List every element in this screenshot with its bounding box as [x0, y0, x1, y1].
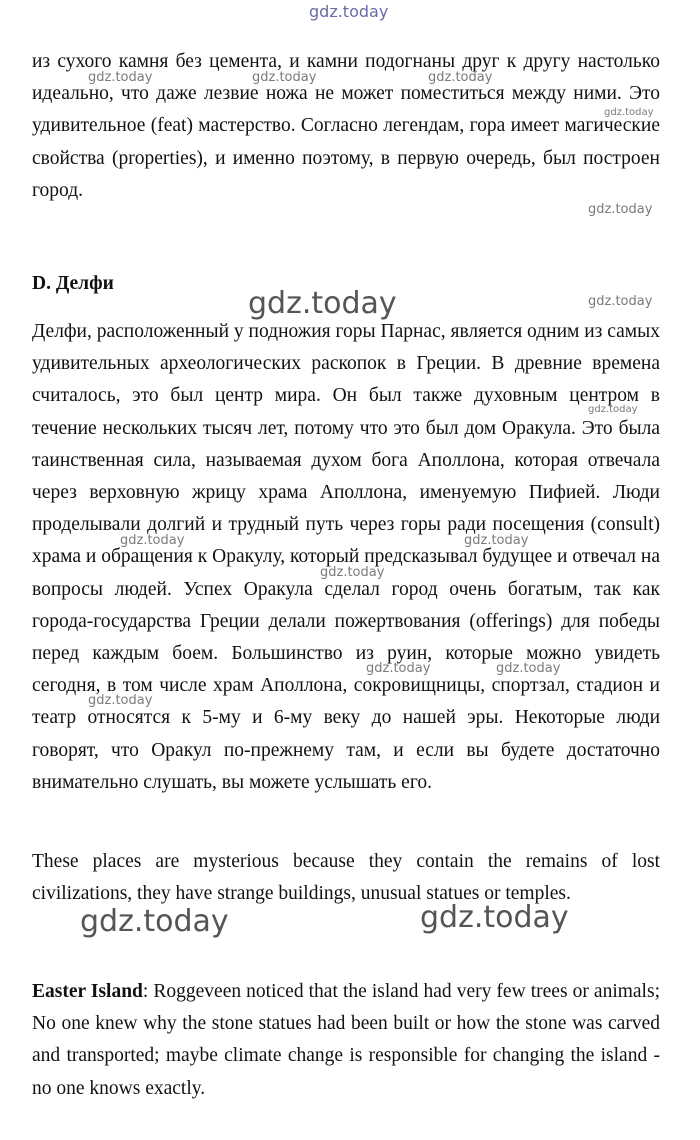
mysterious-places-paragraph: These places are mysterious because they contain the remains of lost civilizations, they have strange buildings, unusual statues or temples.	[32, 851, 660, 905]
watermark: gdz.today	[88, 693, 153, 708]
watermark: gdz.today	[588, 294, 653, 309]
watermark-large: gdz.today	[248, 286, 397, 321]
easter-island-text: : Roggeveen noticed that the island had very few trees or animals; No one knew why the stone statues had been built or how the stone was carved and transported; maybe climate change is responsible for changing the island - no one knows exactly.	[32, 981, 660, 1099]
watermark-large: gdz.today	[420, 900, 569, 935]
watermark: gdz.today	[588, 202, 653, 217]
easter-island-label: Easter Island	[32, 981, 143, 1002]
section-body-delphi: Делфи, расположенный у подножия горы Парнас, является одним из самых удивительных археологических раскопок в Греции. В древние времена считалось, это был центр мира. Он был также духовным центром в течение нескольких тысяч лет, потому что это был дом Оракула. Это была таинственная сила, называемая духом бога Аполлона, которая отвечала через верховную жрицу храма Аполлона, именуемую Пифией. Люди проделывали долгий и трудный путь через горы ради посещения (consult) храма и обращения к Оракулу, который предсказывал будущее и отвечал на вопросы людей. Успех Оракула сделал город очень богатым, так как города-государства Греции делали пожертвования (offerings) для победы перед каждым боем. Большинство из руин, которые можно увидеть сегодня, в том числе храм Аполлона, сокровищницы, спортзал, стадион и театр относятся к 5-му и 6-му веку до нашей эры. Некоторые люди говорят, что Оракул по-прежнему там, и если вы будете достаточно внимательно слушать, вы можете услышать его.	[32, 321, 660, 793]
watermark: gdz.today	[588, 404, 638, 415]
watermark: gdz.today	[604, 107, 654, 118]
watermark: gdz.today	[496, 661, 561, 676]
watermark: gdz.today	[366, 661, 431, 676]
watermark: gdz.today	[464, 533, 529, 548]
watermark-large: gdz.today	[80, 904, 229, 939]
watermark: gdz.today	[428, 70, 493, 85]
intro-paragraph: из сухого камня без цемента, и камни подогнаны друг к другу настолько идеально, что даже лезвие ножа не может поместиться между ними. Это удивительное (feat) мастерство. Согласно легендам, гора имеет магические свойства (properties), и именно поэтому, в первую очередь, был построен город.	[32, 51, 660, 201]
watermark-top: gdz.today	[309, 2, 389, 21]
watermark: gdz.today	[252, 70, 317, 85]
watermark: gdz.today	[88, 70, 153, 85]
easter-island-paragraph	[32, 976, 660, 1105]
section-heading-delphi: D. Делфи	[32, 273, 114, 294]
watermark: gdz.today	[120, 533, 185, 548]
watermark: gdz.today	[320, 565, 385, 580]
